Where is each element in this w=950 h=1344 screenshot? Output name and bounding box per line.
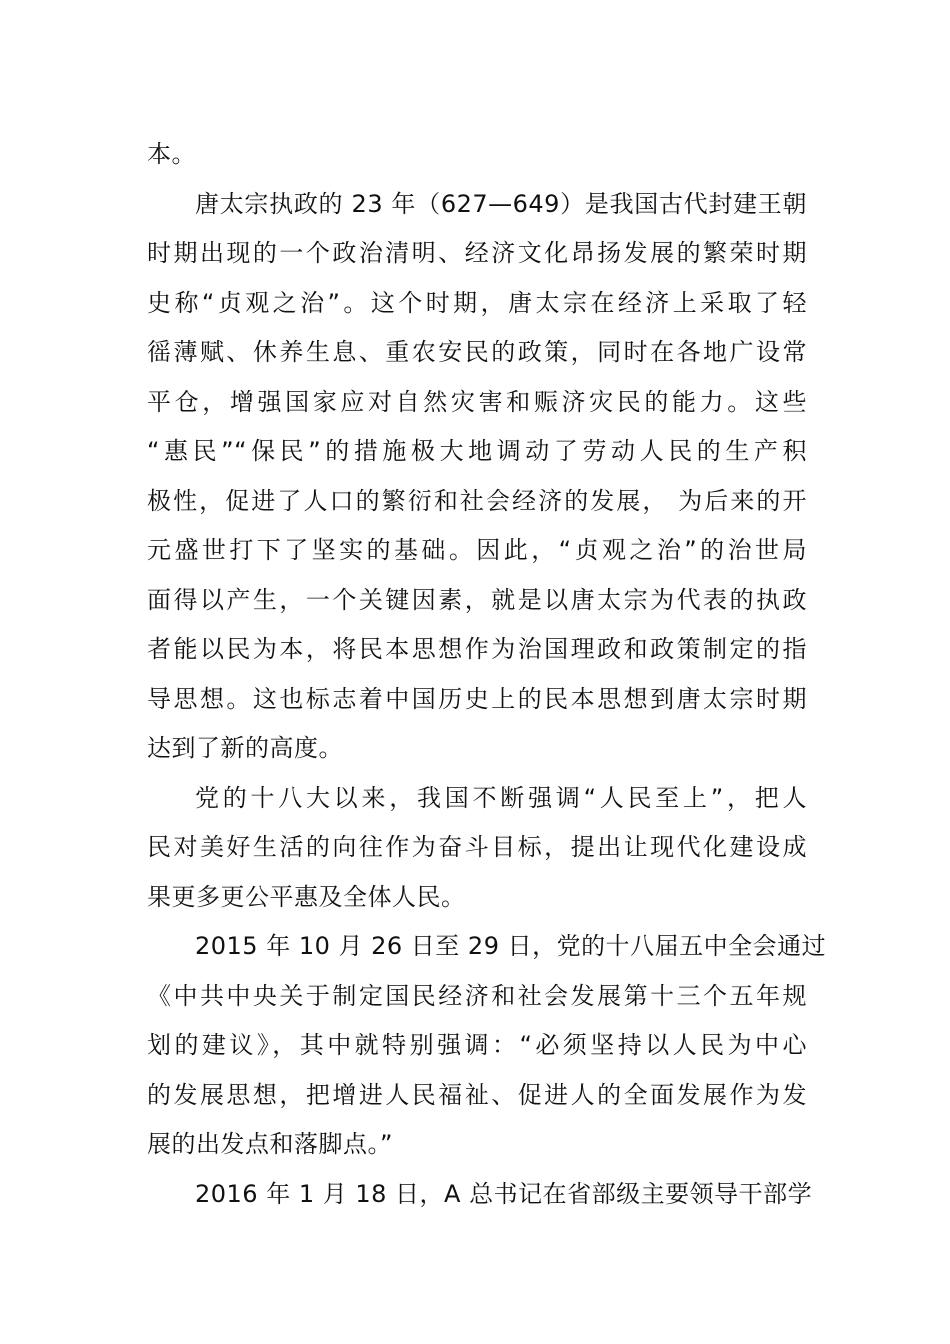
body-text <box>147 130 827 1219</box>
text-line: 划的建议》，其中就特别强调：“必须坚持以人民为中心 <box>147 1031 807 1059</box>
text-line: 极性，促进了人口的繁衍和社会经济的发展， 为后来的开 <box>147 486 807 515</box>
text-line: “惠民”“保民”的措施极大地调动了劳动人民的生产积 <box>147 437 807 465</box>
text-line: 时期出现的一个政治清明、经济文化昂扬发展的繁荣时期 <box>147 239 807 267</box>
text-line: 者能以民为本，将民本思想作为治国理政和政策制定的指 <box>147 635 807 663</box>
text-line: 民对美好生活的向往作为奋斗目标，提出让现代化建设成 <box>147 833 807 861</box>
text-line: 的发展思想，把增进人民福祉、促进人的全面发展作为发 <box>147 1080 807 1109</box>
text-line: 史称“贞观之治”。这个时期，唐太宗在经济上采取了轻 <box>147 288 807 317</box>
text-line: 元盛世打下了坚实的基础。因此，“贞观之治”的治世局 <box>147 536 807 564</box>
text-line: 展的出发点和落脚点。” <box>147 1130 393 1158</box>
text-line: 本。 <box>147 140 196 168</box>
text-line: 《中共中央关于制定国民经济和社会发展第十三个五年规 <box>147 981 807 1010</box>
paragraph-start-line: 2015 年 10 月 26 日至 29 日，党的十八届五中全会通过 <box>195 932 827 960</box>
paragraph-start-line: 党的十八大以来，我国不断强调“人民至上”，把人 <box>195 783 807 812</box>
text-line: 果更多更公平惠及全体人民。 <box>147 882 466 911</box>
paragraph-start-line: 唐太宗执政的 23 年（627—649）是我国古代封建王朝 <box>195 189 807 218</box>
text-line: 面得以产生，一个关键因素，就是以唐太宗为代表的执政 <box>147 585 807 614</box>
text-line: 达到了新的高度。 <box>147 734 343 762</box>
paragraph-start-line: 2016 年 1 月 18 日，A 总书记在省部级主要领导干部学 <box>195 1179 813 1208</box>
text-line: 徭薄赋、休养生息、重农安民的政策，同时在各地广设常 <box>147 338 807 366</box>
text-line: 平仓，增强国家应对自然灾害和赈济灾民的能力。这些 <box>147 387 807 416</box>
text-line: 导思想。这也标志着中国历史上的民本思想到唐太宗时期 <box>147 684 807 713</box>
